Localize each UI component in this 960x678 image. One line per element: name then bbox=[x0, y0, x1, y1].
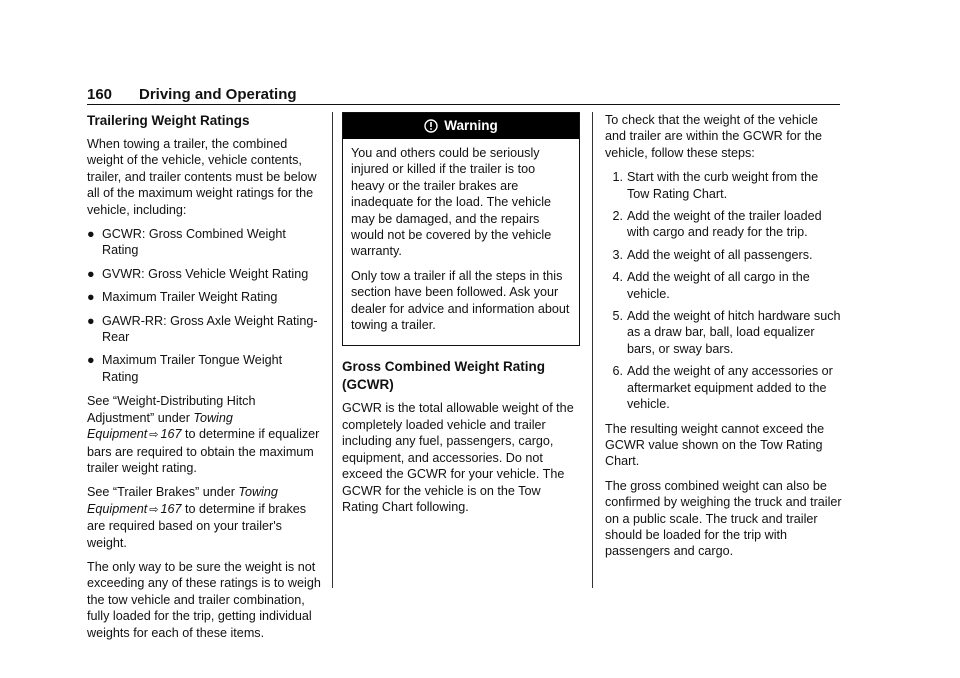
gcwr-heading: Gross Combined Weight Rating (GCWR) bbox=[342, 359, 546, 393]
warning-icon bbox=[424, 119, 438, 133]
result-paragraph: The resulting weight cannot exceed the GCWR value shown on the Tow Rating Chart. bbox=[605, 421, 825, 469]
page-number: 160 bbox=[87, 86, 113, 103]
list-item: 4. Add the weight of all cargo in the vehicle. bbox=[612, 270, 810, 301]
page-reference-number[interactable]: 167 bbox=[160, 501, 182, 516]
hitch-adjustment-reference: See “Weight-Distributing Hitch Adjustment” under Towing Equipment ⇨ 167 to determine if equalizer bars are required to obtain the maximum trailer weight rating. bbox=[87, 394, 320, 475]
warning-title: Warning bbox=[444, 117, 498, 133]
bullet-icon: ● bbox=[87, 313, 95, 328]
steps-intro: To check that the weight of the vehicle and trailer are within the GCWR for the vehicle, follow these steps: bbox=[605, 113, 822, 160]
gcwr-paragraph: GCWR is the total allowable weight of the completely loaded vehicle and trailer including any fuel, passengers, cargo, equipment, and accessories. Do not exceed the GCWR for your vehicle. The GCWR for the vehicle is on the Tow Rating Chart following. bbox=[342, 401, 574, 514]
list-item: ● GVWR: Gross Vehicle Weight Rating bbox=[87, 266, 309, 281]
warning-header bbox=[343, 113, 579, 139]
public-scale-paragraph: The gross combined weight can also be confirmed by weighing the truck and trailer on a public scale. The truck and trailer should be loaded for the trip with passengers and cargo. bbox=[605, 478, 842, 559]
towing-equipment-link[interactable]: Towing Equipment bbox=[87, 410, 233, 442]
list-item: 5. Add the weight of hitch hardware such as a draw bar, ball, load equalizer bars, or sway bars. bbox=[612, 309, 841, 356]
page-reference-number[interactable]: 167 bbox=[160, 427, 182, 442]
list-item: ● Maximum Trailer Weight Rating bbox=[87, 290, 278, 305]
column-1 bbox=[87, 112, 322, 649]
page-reference-arrow-icon: ⇨ bbox=[149, 429, 159, 442]
bullet-icon: ● bbox=[87, 290, 95, 305]
trailering-weight-ratings-heading: Trailering Weight Ratings bbox=[87, 113, 250, 128]
column-3 bbox=[605, 112, 842, 568]
closing-paragraph: The only way to be sure the weight is not exceeding any of these ratings is to weigh the tow vehicle and trailer combination, fully loaded for the trip, getting individual weights for each of these items. bbox=[87, 559, 321, 640]
bullet-icon: ● bbox=[87, 353, 95, 368]
bullet-icon: ● bbox=[87, 266, 95, 281]
list-item: ● GAWR-RR: Gross Axle Weight Rating-Rear bbox=[87, 313, 318, 345]
list-item: 2. Add the weight of the trailer loaded with cargo and ready for the trip. bbox=[612, 209, 822, 240]
list-item: 6. Add the weight of any accessories or aftermarket equipment added to the vehicle. bbox=[612, 364, 833, 412]
trailer-brakes-reference: See “Trailer Brakes” under Towing Equipment ⇨ 167 to determine if brakes are required based on your trailer's weight. bbox=[87, 485, 307, 550]
intro-paragraph: When towing a trailer, the combined weight of the vehicle, vehicle contents, trailer, and trailer contents must be below all of the maximum weight ratings for the vehicle, including: bbox=[87, 137, 317, 217]
warning-box bbox=[342, 112, 580, 346]
column-divider-1 bbox=[332, 112, 333, 588]
header-divider bbox=[87, 104, 840, 105]
warning-paragraph: Only tow a trailer if all the steps in this section have been followed. Ask your dealer for advice and information about towing a trailer. bbox=[351, 268, 570, 333]
list-item: 1. Start with the curb weight from the Tow Rating Chart. bbox=[612, 170, 819, 201]
warning-body bbox=[343, 139, 579, 345]
list-item: ● Maximum Trailer Tongue Weight Rating bbox=[87, 353, 283, 384]
list-item: ● GCWR: Gross Combined Weight Rating bbox=[87, 227, 286, 258]
list-item: 3. Add the weight of all passengers. bbox=[612, 247, 813, 262]
ratings-list bbox=[87, 226, 322, 385]
warning-paragraph: You and others could be seriously injured or killed if the trailer is too heavy or the trailer brakes are inadequate for the load. The vehicle may be damaged, and the repairs would not be covered by the vehicle warranty. bbox=[351, 146, 552, 259]
page-header bbox=[87, 86, 839, 106]
bullet-icon: ● bbox=[87, 227, 95, 242]
steps-list bbox=[605, 169, 842, 412]
section-title: Driving and Operating bbox=[139, 86, 297, 103]
column-2 bbox=[342, 112, 580, 523]
page-reference-arrow-icon: ⇨ bbox=[149, 503, 159, 516]
towing-equipment-link[interactable]: Towing Equipment bbox=[87, 485, 278, 516]
column-divider-2 bbox=[592, 112, 593, 588]
